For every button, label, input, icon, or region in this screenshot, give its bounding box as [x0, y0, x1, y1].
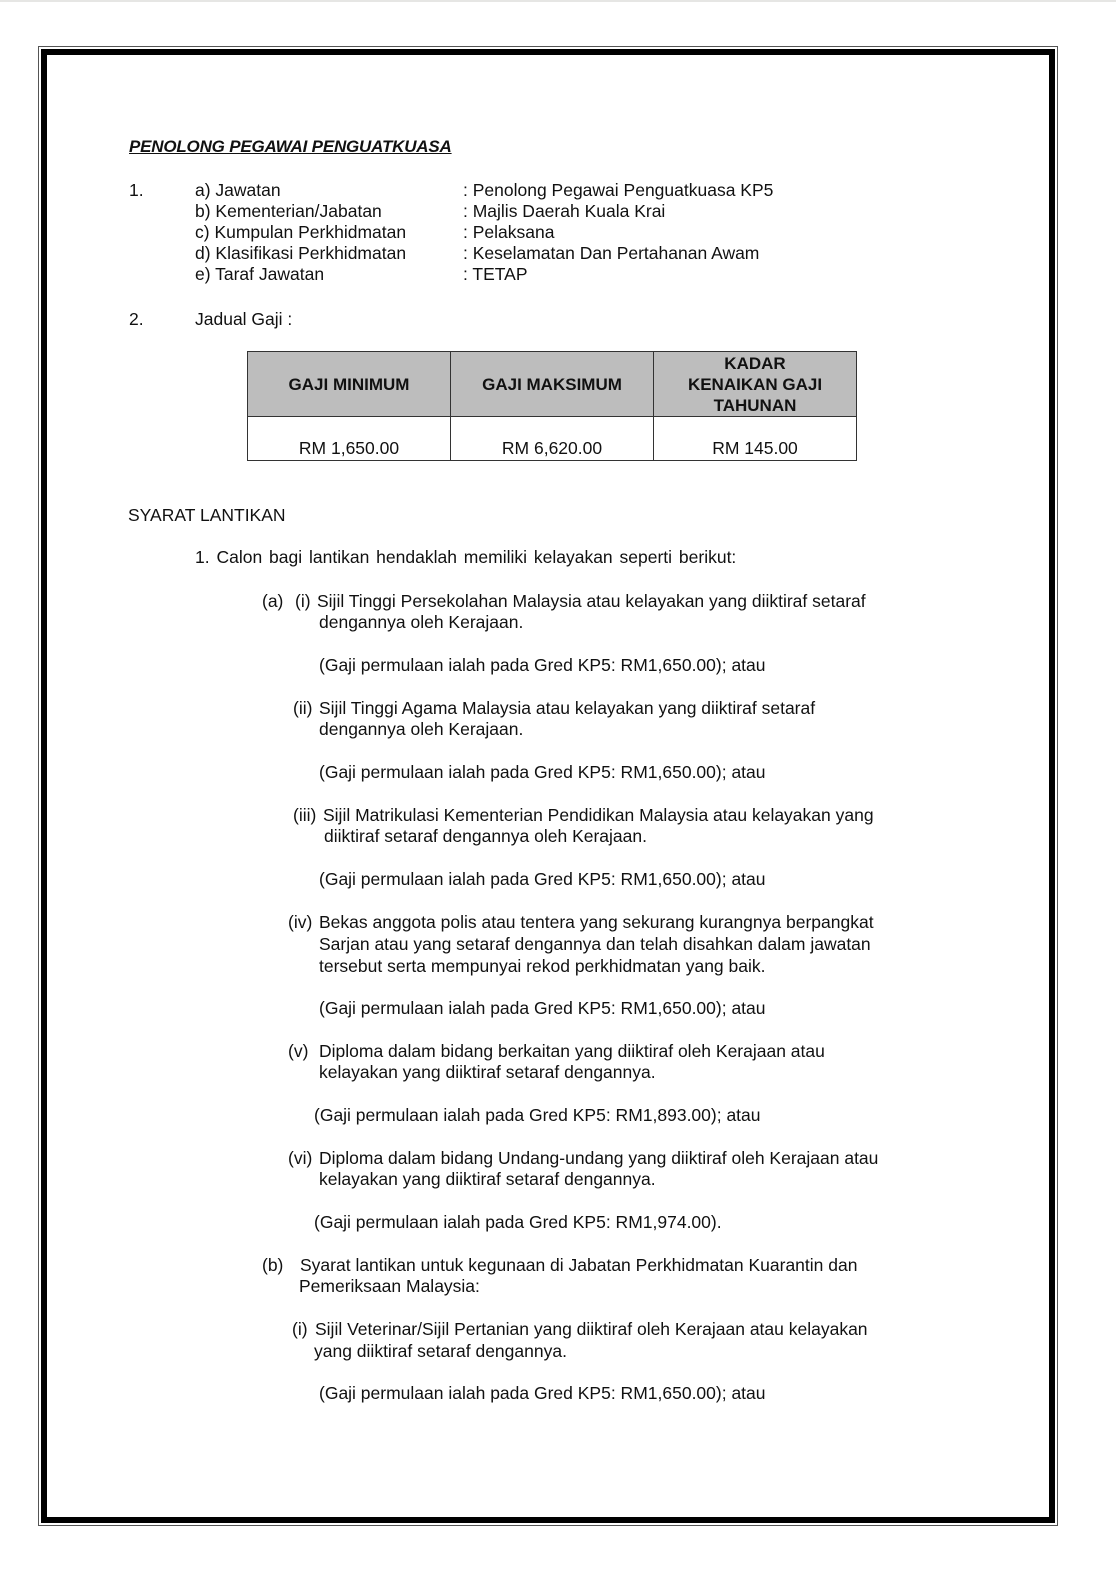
item-text: Pemeriksaan Malaysia:	[299, 1276, 480, 1296]
detail-value: : Majlis Daerah Kuala Krai	[463, 201, 666, 221]
item-marker: (i)	[292, 1319, 308, 1339]
salary-note: (Gaji permulaan ialah pada Gred KP5: RM1,650.00); atau	[319, 762, 766, 782]
salary-note: (Gaji permulaan ialah pada Gred KP5: RM1,974.00).	[314, 1212, 722, 1232]
header-annual-increment: KADAR KENAIKAN GAJI TAHUNAN	[654, 352, 857, 417]
item-b-marker: (b)	[262, 1255, 284, 1275]
item-marker: (ii)	[293, 698, 313, 718]
item-text: Sarjan atau yang setaraf dengannya dan telah disahkan dalam jawatan	[319, 934, 871, 954]
item-text: dengannya oleh Kerajaan.	[319, 719, 524, 739]
requirements-intro: 1. Calon bagi lantikan hendaklah memiliki kelayakan seperti berikut:	[195, 547, 737, 567]
item-text: Sijil Veterinar/Sijil Pertanian yang diiktiraf oleh Kerajaan atau kelayakan	[315, 1319, 868, 1339]
detail-value: : TETAP	[463, 264, 528, 284]
top-band	[0, 0, 1116, 2]
detail-value: : Keselamatan Dan Pertahanan Awam	[463, 243, 760, 263]
item-text: Sijil Tinggi Persekolahan Malaysia atau kelayakan yang diiktiraf setaraf	[317, 591, 866, 611]
item-text: Bekas anggota polis atau tentera yang sekurang kurangnya berpangkat	[319, 912, 874, 932]
annual-increment-value: RM 145.00	[654, 417, 857, 461]
header-min-salary: GAJI MINIMUM	[248, 352, 451, 417]
header-max-salary: GAJI MAKSIMUM	[451, 352, 654, 417]
item-text: kelayakan yang diiktiraf setaraf dengannya.	[319, 1062, 656, 1082]
detail-label: c) Kumpulan Perkhidmatan	[195, 222, 407, 242]
salary-note: (Gaji permulaan ialah pada Gred KP5: RM1,650.00); atau	[319, 655, 766, 675]
salary-note: (Gaji permulaan ialah pada Gred KP5: RM1,650.00); atau	[319, 869, 766, 889]
section-number: 1.	[129, 180, 144, 200]
item-a-marker: (a)	[262, 591, 284, 611]
item-text: tersebut serta mempunyai rekod perkhidmatan yang baik.	[319, 956, 766, 976]
item-text: yang diiktiraf setaraf dengannya.	[314, 1341, 567, 1361]
item-text: Sijil Matrikulasi Kementerian Pendidikan Malaysia atau kelayakan yang	[323, 805, 874, 825]
item-text: Sijil Tinggi Agama Malaysia atau kelayakan yang diiktiraf setaraf	[319, 698, 816, 718]
section-number: 2.	[129, 309, 144, 329]
detail-label: b) Kementerian/Jabatan	[195, 201, 382, 221]
salary-note: (Gaji permulaan ialah pada Gred KP5: RM1,650.00); atau	[319, 1383, 766, 1403]
item-marker: (iii)	[293, 805, 317, 825]
item-marker: (vi)	[288, 1148, 313, 1168]
salary-table-header	[248, 352, 857, 417]
item-text: dengannya oleh Kerajaan.	[319, 612, 524, 632]
item-marker: (i)	[295, 591, 311, 611]
salary-table-row	[248, 417, 857, 461]
item-text: diiktiraf setaraf dengannya oleh Kerajaan.	[324, 826, 647, 846]
item-text: Diploma dalam bidang berkaitan yang diiktiraf oleh Kerajaan atau	[319, 1041, 825, 1061]
salary-note: (Gaji permulaan ialah pada Gred KP5: RM1,893.00); atau	[314, 1105, 761, 1125]
item-text: kelayakan yang diiktiraf setaraf dengannya.	[319, 1169, 656, 1189]
item-text: Syarat lantikan untuk kegunaan di Jabatan Perkhidmatan Kuarantin dan	[300, 1255, 858, 1275]
salary-note: (Gaji permulaan ialah pada Gred KP5: RM1,650.00); atau	[319, 998, 766, 1018]
salary-schedule-label: Jadual Gaji :	[195, 309, 293, 329]
item-marker: (v)	[288, 1041, 309, 1061]
item-text: Diploma dalam bidang Undang-undang yang diiktiraf oleh Kerajaan atau	[319, 1148, 879, 1168]
min-salary-value: RM 1,650.00	[248, 417, 451, 461]
detail-label: d) Klasifikasi Perkhidmatan	[195, 243, 407, 263]
page-border-inner	[41, 49, 1055, 1523]
detail-value: : Penolong Pegawai Penguatkuasa KP5	[463, 180, 774, 200]
page-title: PENOLONG PEGAWAI PENGUATKUASA	[129, 137, 452, 156]
detail-value: : Pelaksana	[463, 222, 555, 242]
item-marker: (iv)	[288, 912, 313, 932]
detail-label: e) Taraf Jawatan	[195, 264, 325, 284]
requirements-heading: SYARAT LANTIKAN	[128, 505, 286, 525]
salary-table	[247, 351, 857, 461]
detail-label: a) Jawatan	[195, 180, 281, 200]
max-salary-value: RM 6,620.00	[451, 417, 654, 461]
